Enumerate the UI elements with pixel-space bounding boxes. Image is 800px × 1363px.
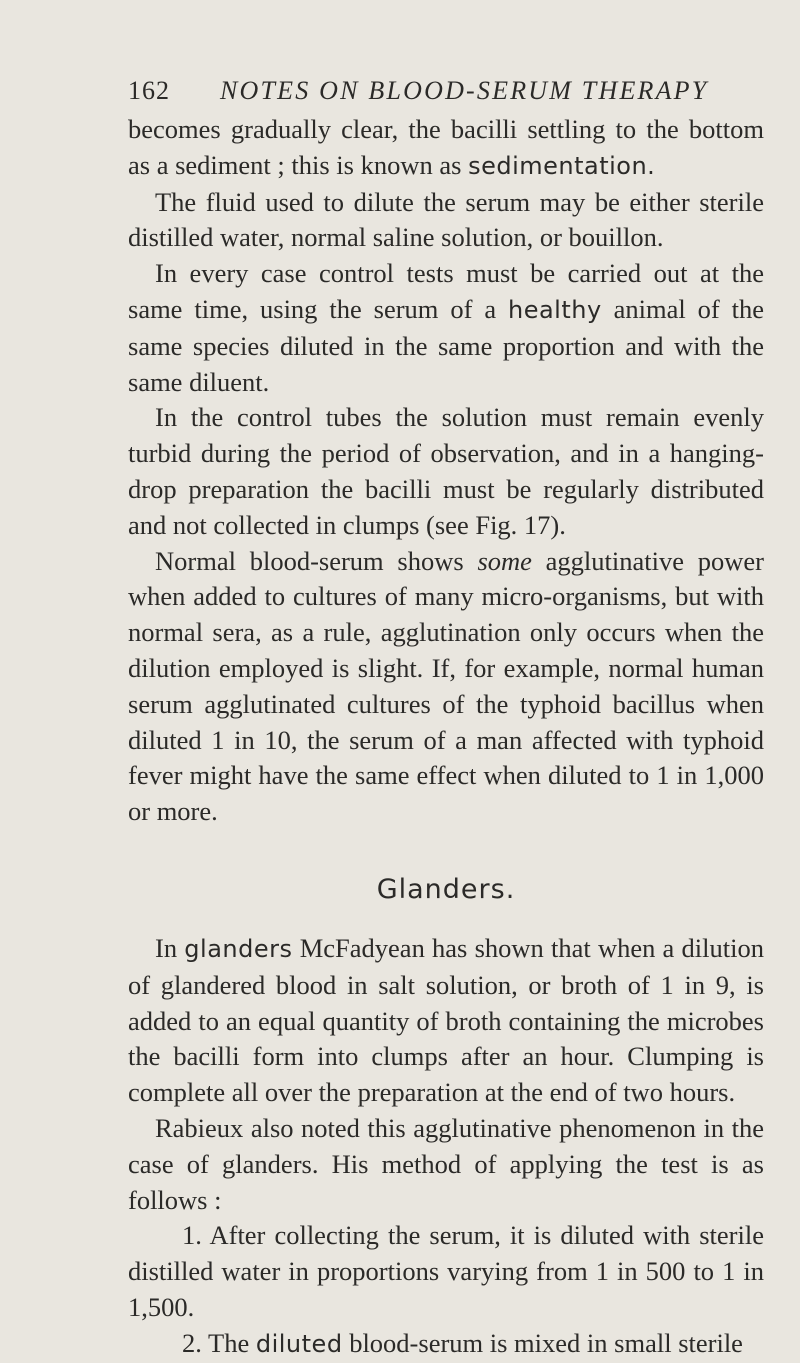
paragraph-diluent: The fluid used to dilute the serum may be either sterile distilled water, normal saline solution, or bouillon. — [128, 186, 764, 253]
body-text — [128, 112, 764, 1363]
paragraph-rabieux: Rabieux also noted this agglutinative phenomenon in the case of glanders. His method of applying the test is as follows : — [128, 1112, 764, 1215]
paragraph-normal-serum: Normal blood-serum shows some agglutinative power when added to cultures of many micro-organisms, but with normal sera, as a rule, agglutination only occurs when the dilution employed is slight. If, for example, normal human serum agglutinated cultures of the typhoid bacillus when diluted 1 in 10, the serum of a man affected with typhoid fever might have the same effect when diluted to 1 in 1,000 or more. — [128, 545, 764, 827]
section-heading-glanders: Glanders. — [376, 873, 516, 905]
numbered-item-2: 2. The diluted blood-serum is mixed in small sterile — [182, 1327, 743, 1358]
running-title: NOTES ON BLOOD-SERUM THERAPY — [220, 76, 709, 105]
paragraph-glanders: In glanders McFadyean has shown that when a dilution of glandered blood in salt solution, or broth of 1 in 9, is added to an equal quantity of broth containing the microbes the bacilli form into clumps after an hour. Clumping is complete all over the preparation at the end of two hours. — [128, 932, 764, 1108]
paragraph-control-tubes: In the control tubes the solution must remain evenly turbid during the period of observation, and in a hanging-drop preparation the bacilli must be regularly distributed and not collected in clumps (see Fig. 17). — [128, 402, 764, 540]
term-diluted: diluted — [255, 1329, 343, 1358]
term-glanders: glanders — [184, 934, 293, 963]
paragraph-sedimentation: becomes gradually clear, the bacilli settling to the bottom as a sediment ; this is known as sedimentation. — [128, 114, 764, 180]
page-number: 162 — [128, 76, 170, 105]
emphasis-some: some — [477, 545, 532, 576]
running-head — [128, 74, 764, 108]
term-sedimentation: sedimentation. — [468, 151, 656, 180]
term-healthy: healthy — [508, 295, 602, 324]
paragraph-control-tests: In every case control tests must be carried out at the same time, using the serum of a healthy animal of the same species diluted in the same proportion and with the same diluent. — [128, 258, 764, 397]
numbered-item-1: 1. After collecting the serum, it is diluted with sterile distilled water in proportions varying from 1 in 500 to 1 in 1,500. — [128, 1220, 764, 1322]
